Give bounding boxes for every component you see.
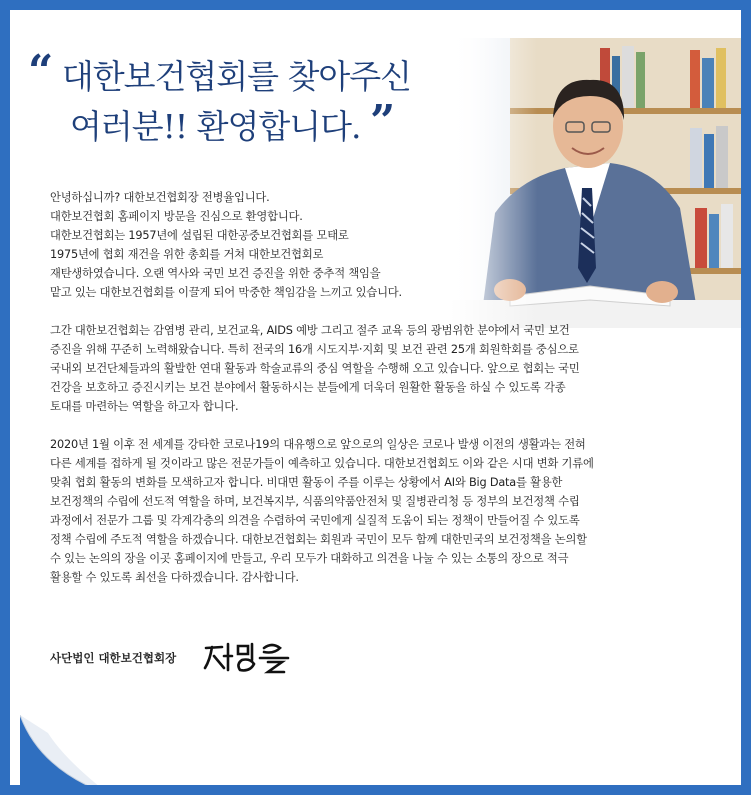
close-quote-mark: ” — [370, 96, 395, 147]
greeting-paragraph-1: 안녕하십니까? 대한보건협회장 전병율입니다. 대한보건협회 홈페이지 방문을 진심으로 환영합니다. 대한보건협회는 1957년에 설립된 대한공중보건협회를 모태로 1975년에 협회 재건을 위한 총회를 거쳐 대한보건협회로 재탄생하였습니다. 오랜 역사와 국민 보건 증진을 위한 중추적 책임을 맡고 있는 대한보건협회를 이끌게 되어 막중한 책임감을 느끼고 있습니다. — [50, 191, 402, 299]
title-line-1: 대한보건협회를 찾아주신 — [61, 57, 411, 96]
page-title — [28, 46, 411, 152]
greeting-card — [10, 10, 741, 785]
open-quote-mark: “ — [28, 46, 53, 97]
title-line-2: 여러분!! 환영합니다. — [70, 107, 361, 146]
signature-title: 사단법인 대한보건협회장 — [50, 651, 177, 665]
greeting-message — [50, 188, 730, 606]
greeting-paragraph-2: 그간 대한보건협회는 감염병 관리, 보건교육, AIDS 예방 그리고 절주 교육 등의 광범위한 분야에서 국민 보건 증진을 위해 꾸준히 노력해왔습니다. 특히 전국의 16개 시도지부·지회 및 보건 관련 25개 회원학회를 중심으로 국내외 보건단체들과의 활발한 연대 활동과 학술교류의 중심 역할을 수행해 오고 있습니다. 앞으로 협회는 국민 건강을 보호하고 증진시키는 보건 분야에서 활동하시는 분들에게 더욱더 원활한 활동을 하실 수 있도록 각종 토대를 마련하는 역할을 하고자 합니다. — [50, 324, 580, 413]
handwritten-signature — [202, 638, 292, 678]
page-curl-decoration — [20, 715, 110, 785]
signature-block — [50, 638, 292, 678]
greeting-paragraph-3: 2020년 1월 이후 전 세계를 강타한 코로나19의 대유행으로 앞으로의 일상은 코로나 발생 이전의 생활과는 전혀 다른 세계를 접하게 될 것이라고 많은 전문가들이 예측하고 있습니다. 대한보건협회도 이와 같은 시대 변화 기류에 맞춰 협회 활동의 변화를 모색하고자 합니다. 비대면 활동이 주를 이루는 상황에서 AI와 Big Data를 활용한 보건정책의 수립에 선도적 역할을 하며, 보건복지부, 식품의약품안전처 및 질병관리청 등 정부의 보건정책 수립 과정에서 전문가 그룹 및 각계각층의 의견을 수렴하여 국민에게 실질적 도움이 되는 정책이 만들어질 수 있도록 정책 수립에 주도적 역할을 하겠습니다. 대한보건협회는 회원과 국민이 모두 함께 대한민국의 보건정책을 논의할 수 있는 논의의 장을 이곳 홈페이지에 만들고, 우리 모두가 대화하고 의견을 나눌 수 있는 소통의 장으로 적극 활용할 수 있도록 최선을 다하겠습니다. 감사합니다. — [50, 438, 594, 584]
